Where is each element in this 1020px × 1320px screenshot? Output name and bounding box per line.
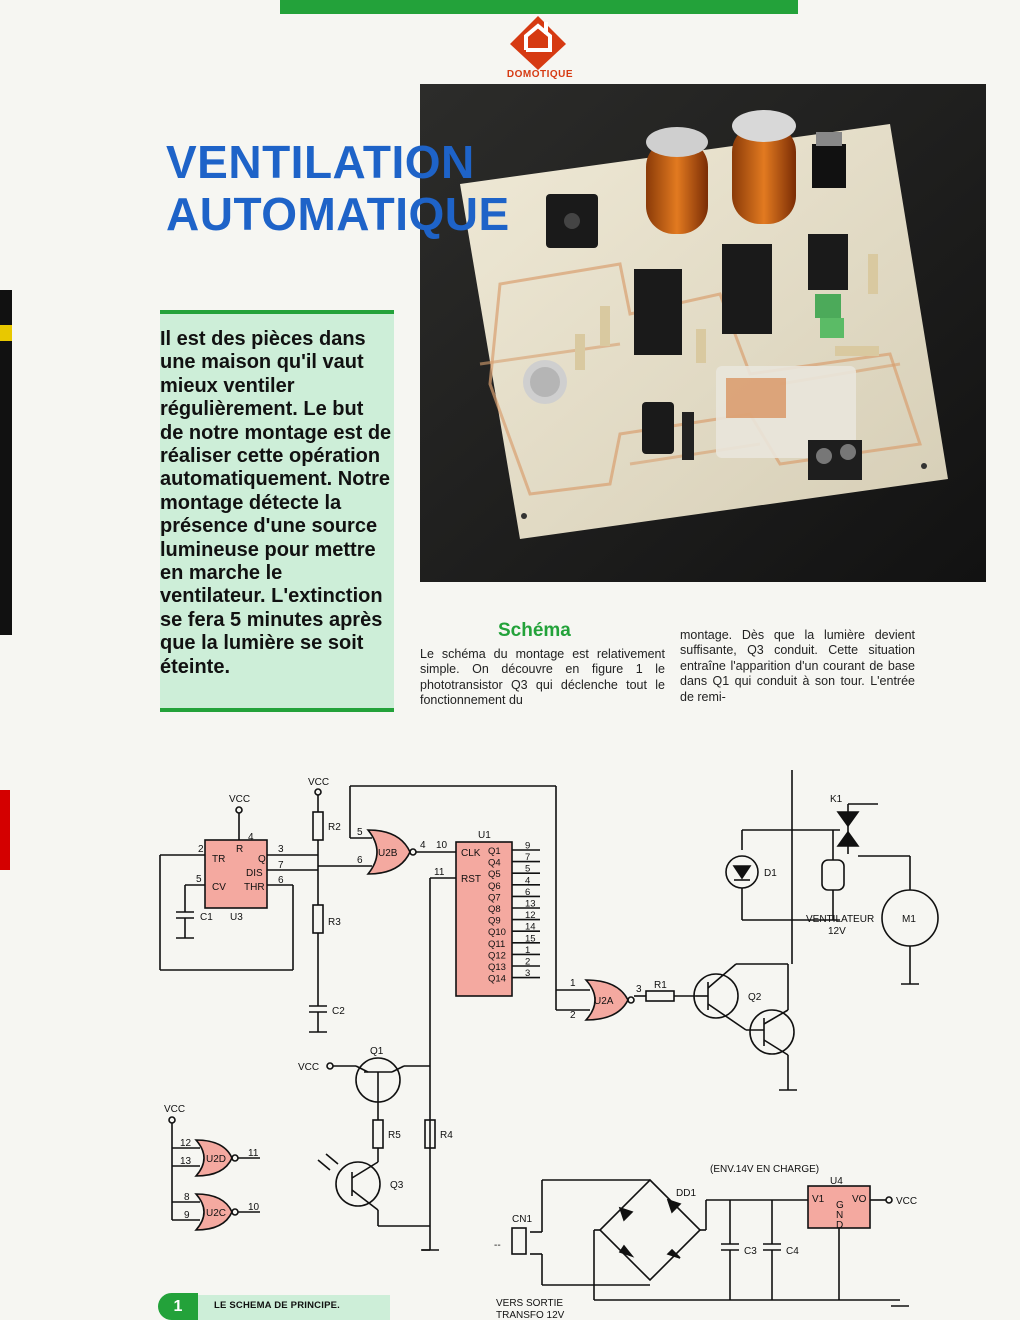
svg-text:(ENV.14V EN CHARGE): (ENV.14V EN CHARGE): [710, 1164, 820, 1175]
svg-text:G: G: [836, 1200, 844, 1211]
svg-text:2: 2: [198, 844, 204, 855]
svg-text:12V: 12V: [828, 926, 846, 937]
svg-text:U2C: U2C: [206, 1208, 227, 1219]
u1-output-label: Q12: [488, 950, 506, 962]
svg-text:C4: C4: [786, 1246, 799, 1257]
u1-output-label: Q1: [488, 846, 501, 857]
u1-pin-number: 13: [525, 898, 536, 910]
svg-text:7: 7: [278, 860, 284, 871]
svg-text:R5: R5: [388, 1130, 401, 1141]
figure-caption: LE SCHEMA DE PRINCIPE.: [214, 1300, 340, 1311]
svg-text:10: 10: [436, 840, 448, 851]
svg-text:12: 12: [180, 1138, 192, 1149]
svg-text:8: 8: [184, 1192, 190, 1203]
figure-number: 1: [158, 1293, 198, 1320]
domotique-house-icon: [508, 14, 568, 70]
svg-text:R4: R4: [440, 1130, 453, 1141]
svg-text:Q1: Q1: [370, 1046, 384, 1057]
u1-pin-number: 5: [525, 863, 531, 875]
svg-text:6: 6: [357, 855, 363, 866]
svg-text:3: 3: [636, 984, 642, 995]
svg-text:1: 1: [570, 978, 576, 989]
svg-text:U1: U1: [478, 830, 491, 841]
u1-output-label: Q11: [488, 938, 506, 950]
svg-text:U3: U3: [230, 912, 243, 923]
svg-text:D1: D1: [764, 868, 777, 879]
header-bar: [280, 0, 798, 14]
svg-text:U2D: U2D: [206, 1154, 227, 1165]
svg-text:--: --: [494, 1240, 501, 1251]
svg-text:R3: R3: [328, 917, 341, 928]
svg-text:TRANSFO 12V: TRANSFO 12V: [496, 1310, 565, 1320]
adjacent-page-edge-accent: [0, 325, 12, 341]
u1-pin-number: 3: [525, 968, 531, 980]
svg-text:DIS: DIS: [246, 868, 263, 879]
u1-output-label: Q5: [488, 869, 501, 881]
schematic-diagram: [150, 770, 940, 1320]
u1-output-label: Q13: [488, 962, 506, 973]
svg-text:TR: TR: [212, 854, 226, 865]
section-heading: Schéma: [498, 620, 571, 641]
svg-text:CV: CV: [212, 882, 226, 893]
article-title: [166, 136, 510, 240]
svg-text:11: 11: [434, 867, 445, 878]
svg-text:VCC: VCC: [896, 1196, 918, 1207]
svg-text:6: 6: [278, 875, 284, 886]
svg-text:R: R: [236, 844, 244, 855]
title-line-2: AUTOMATIQUE: [166, 188, 510, 240]
u1-pin-number: 2: [525, 956, 531, 968]
u1-output-label: Q9: [488, 915, 501, 927]
svg-text:U2B: U2B: [378, 848, 398, 859]
u1-output-label: Q7: [488, 892, 501, 904]
u1-pin-number: 1: [525, 944, 531, 956]
svg-text:2: 2: [570, 1010, 576, 1021]
svg-text:THR: THR: [244, 882, 265, 893]
u1-output-label: Q8: [488, 904, 501, 915]
svg-text:V1: V1: [812, 1194, 825, 1205]
u1-output-label: Q10: [488, 927, 506, 939]
svg-text:VCC: VCC: [164, 1104, 186, 1115]
u1-pin-number: 7: [525, 852, 531, 864]
svg-text:C2: C2: [332, 1006, 345, 1017]
svg-text:VENTILATEUR: VENTILATEUR: [806, 914, 875, 925]
svg-text:3: 3: [278, 844, 284, 855]
svg-text:K1: K1: [830, 794, 843, 805]
svg-text:DD1: DD1: [676, 1188, 697, 1199]
u1-pin-number: 9: [525, 840, 531, 852]
section-label: DOMOTIQUE: [506, 69, 574, 80]
u1-pin-number: 4: [525, 875, 531, 887]
u1-pin-number: 6: [525, 886, 531, 898]
svg-text:VCC: VCC: [308, 777, 330, 788]
svg-text:R1: R1: [654, 980, 667, 991]
svg-text:Q2: Q2: [748, 992, 762, 1003]
u1-pin-number: 12: [525, 910, 536, 922]
svg-text:VCC: VCC: [298, 1062, 320, 1073]
title-line-1: VENTILATION: [166, 136, 475, 188]
svg-text:CN1: CN1: [512, 1214, 533, 1225]
svg-text:N: N: [836, 1210, 844, 1221]
svg-text:5: 5: [196, 874, 202, 885]
svg-text:CLK: CLK: [461, 848, 481, 859]
svg-text:U2A: U2A: [594, 996, 614, 1007]
adjacent-page-edge-red: [0, 790, 10, 870]
svg-text:10: 10: [248, 1202, 260, 1213]
svg-text:9: 9: [184, 1210, 190, 1221]
u1-pin-number: 14: [525, 921, 536, 933]
svg-text:C1: C1: [200, 912, 213, 923]
adjacent-page-edge: [0, 290, 12, 635]
svg-text:4: 4: [248, 832, 254, 843]
svg-text:VCC: VCC: [229, 794, 251, 805]
svg-text:5: 5: [357, 827, 363, 838]
svg-text:U4: U4: [830, 1176, 843, 1187]
svg-text:11: 11: [248, 1148, 259, 1159]
body-column-2: montage. Dès que la lumière devient suffisante, Q3 conduit. Cette situation entraîne l'apparition d'un courant de base dans Q1 qui conduit à son tour. L'entrée de remi-: [680, 628, 915, 704]
intro-text: Il est des pièces dans une maison qu'il vaut mieux ventiler régulièrement. Le but de notre montage est de réaliser cette opération automatiquement. Notre montage détecte la présence d'une source lumineuse pour mettre en marche le ventilateur. L'extinction se fera 5 minutes après que la lumière se soit éteinte.: [160, 328, 392, 678]
svg-text:Q3: Q3: [390, 1180, 404, 1191]
svg-text:R2: R2: [328, 822, 341, 833]
u1-output-label: Q14: [488, 973, 506, 985]
u1-pin-number: 15: [525, 933, 536, 945]
svg-text:C3: C3: [744, 1246, 757, 1257]
svg-text:RST: RST: [461, 874, 481, 885]
svg-text:VERS SORTIE: VERS SORTIE: [496, 1298, 564, 1309]
svg-text:D: D: [836, 1220, 844, 1231]
u1-output-label: Q6: [488, 880, 501, 892]
svg-text:4: 4: [420, 840, 426, 851]
svg-text:M1: M1: [902, 914, 916, 925]
svg-text:VO: VO: [852, 1194, 867, 1205]
u1-outputs: [488, 841, 540, 985]
svg-text:Q: Q: [258, 854, 266, 865]
svg-text:13: 13: [180, 1156, 192, 1167]
u1-output-label: Q4: [488, 857, 501, 869]
body-column-1: Le schéma du montage est relativement simple. On découvre en figure 1 le phototransistor Q3 qui déclenche tout le fonctionnement du: [420, 647, 665, 708]
